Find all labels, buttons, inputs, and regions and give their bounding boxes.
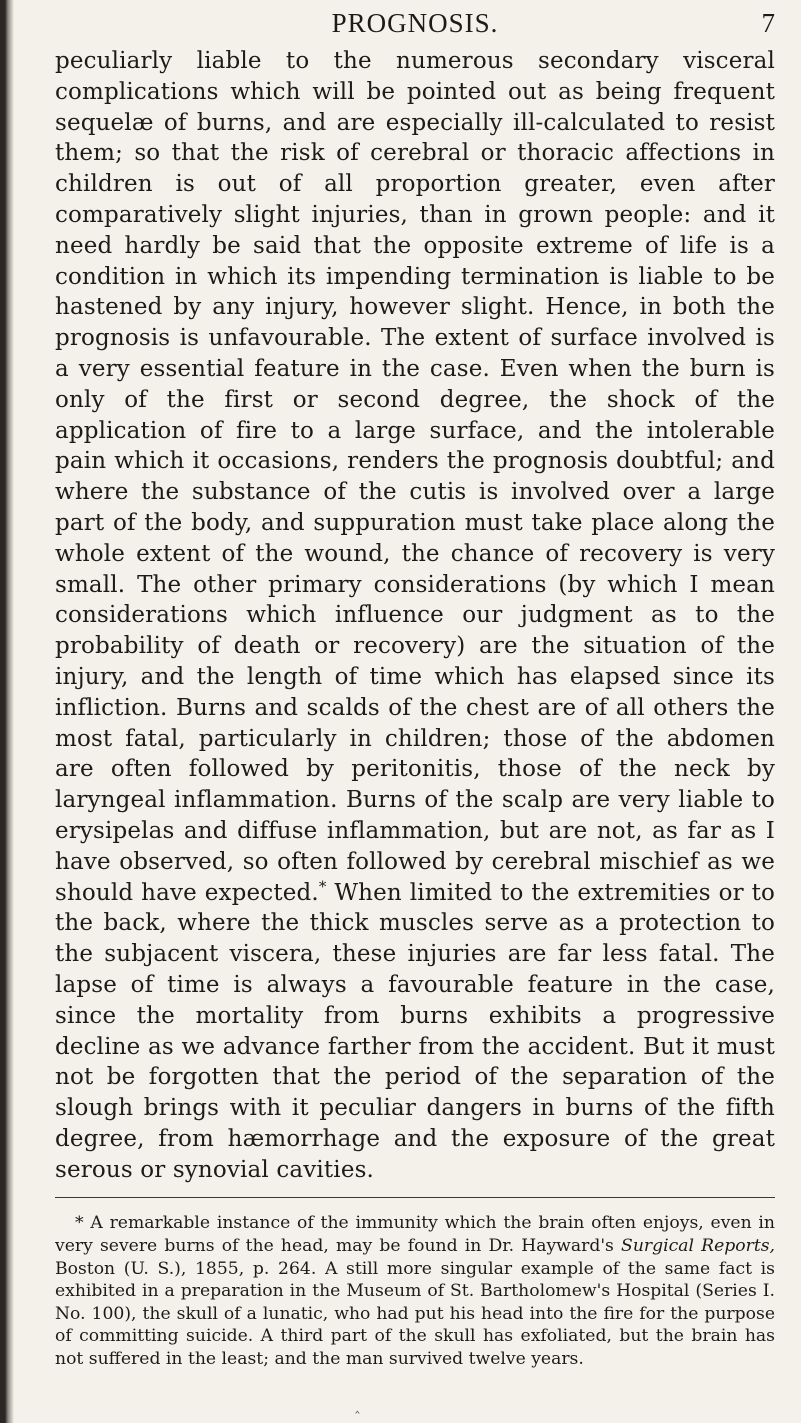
footnote-marker: * <box>75 1213 84 1234</box>
book-page <box>55 0 775 1371</box>
footnote-text-part-1: A remarkable instance of the immunity which the brain often enjoys, even in very severe burns of the head, may be found in Dr. Hayward's <box>55 1213 775 1257</box>
footnote-citation-title: Surgical Reports, <box>621 1236 776 1257</box>
body-paragraph <box>55 46 775 1185</box>
body-text-part-1: peculiarly liable to the numerous secondary visceral complications which will be pointed out as being frequent sequelæ of burns, and are especially ill-calculated to resist them; so that the risk of cerebral or thoracic affections in children is out of all proportion greater, even after comparatively slight injuries, than in grown people: and it need hardly be said that the opposite extreme of life is a condition in which its impending termination is liable to be hastened by any injury, however slight. Hence, in both the prognosis is unfavourable. The extent of surface involved is a very essential feature in the case. Even when the burn is only of the first or second degree, the shock of the application of fire to a large surface, and the intolerable pain which it occasions, renders the prognosis doubtful; and where the substance of the cutis is involved over a large part of the body, and suppuration must take place along the whole extent of the wound, the chance of recovery is very small. The other primary considerations (by which I mean considerations which influence our judgment as to the probability of death or recovery) are the situation of the injury, and the length of time which has elapsed since its infliction. Burns and scalds of the chest are of all others the most fatal, particularly in children; those of the abdomen are often followed by peritonitis, those of the neck by laryngeal inflammation. Burns of the scalp are very liable to erysipelas and diffuse inflammation, but are not, as far as I have observed, so often followed by cerebral mischief as we should have expected. <box>55 48 775 906</box>
footnote <box>55 1212 775 1370</box>
running-title: PROGNOSIS. <box>331 8 499 38</box>
running-head <box>55 0 775 46</box>
body-text-part-2: When limited to the extremities or to the back, where the thick muscles serve as a protection to the subjacent viscera, these injuries are far less fatal. The lapse of time is always a favourable feature in the case, since the mortality from burns exhibits a progressive decline as we advance farther from the accident. But it must not be forgotten that the period of the separation of the slough brings with it peculiar dangers in burns of the fifth degree, from hæmorrhage and the exposure of the great serous or synovial cavities. <box>55 879 775 1183</box>
signature-mark: ‸ <box>355 1398 360 1414</box>
page-number: 7 <box>761 8 775 38</box>
footnote-rule <box>55 1197 775 1198</box>
page-binding-edge <box>0 0 14 1423</box>
footnote-text-part-2: Boston (U. S.), 1855, p. 264. A still more singular example of the same fact is exhibited in a preparation in the Museum of St. Bartholomew's Hospital (Series I. No. 100), the skull of a lunatic, who had put his head into the fire for the purpose of committing suicide. A third part of the skull has exfoliated, but the brain has not suffered in the least; and the man survived twelve years. <box>55 1258 775 1370</box>
footnote-reference: * <box>318 876 327 895</box>
